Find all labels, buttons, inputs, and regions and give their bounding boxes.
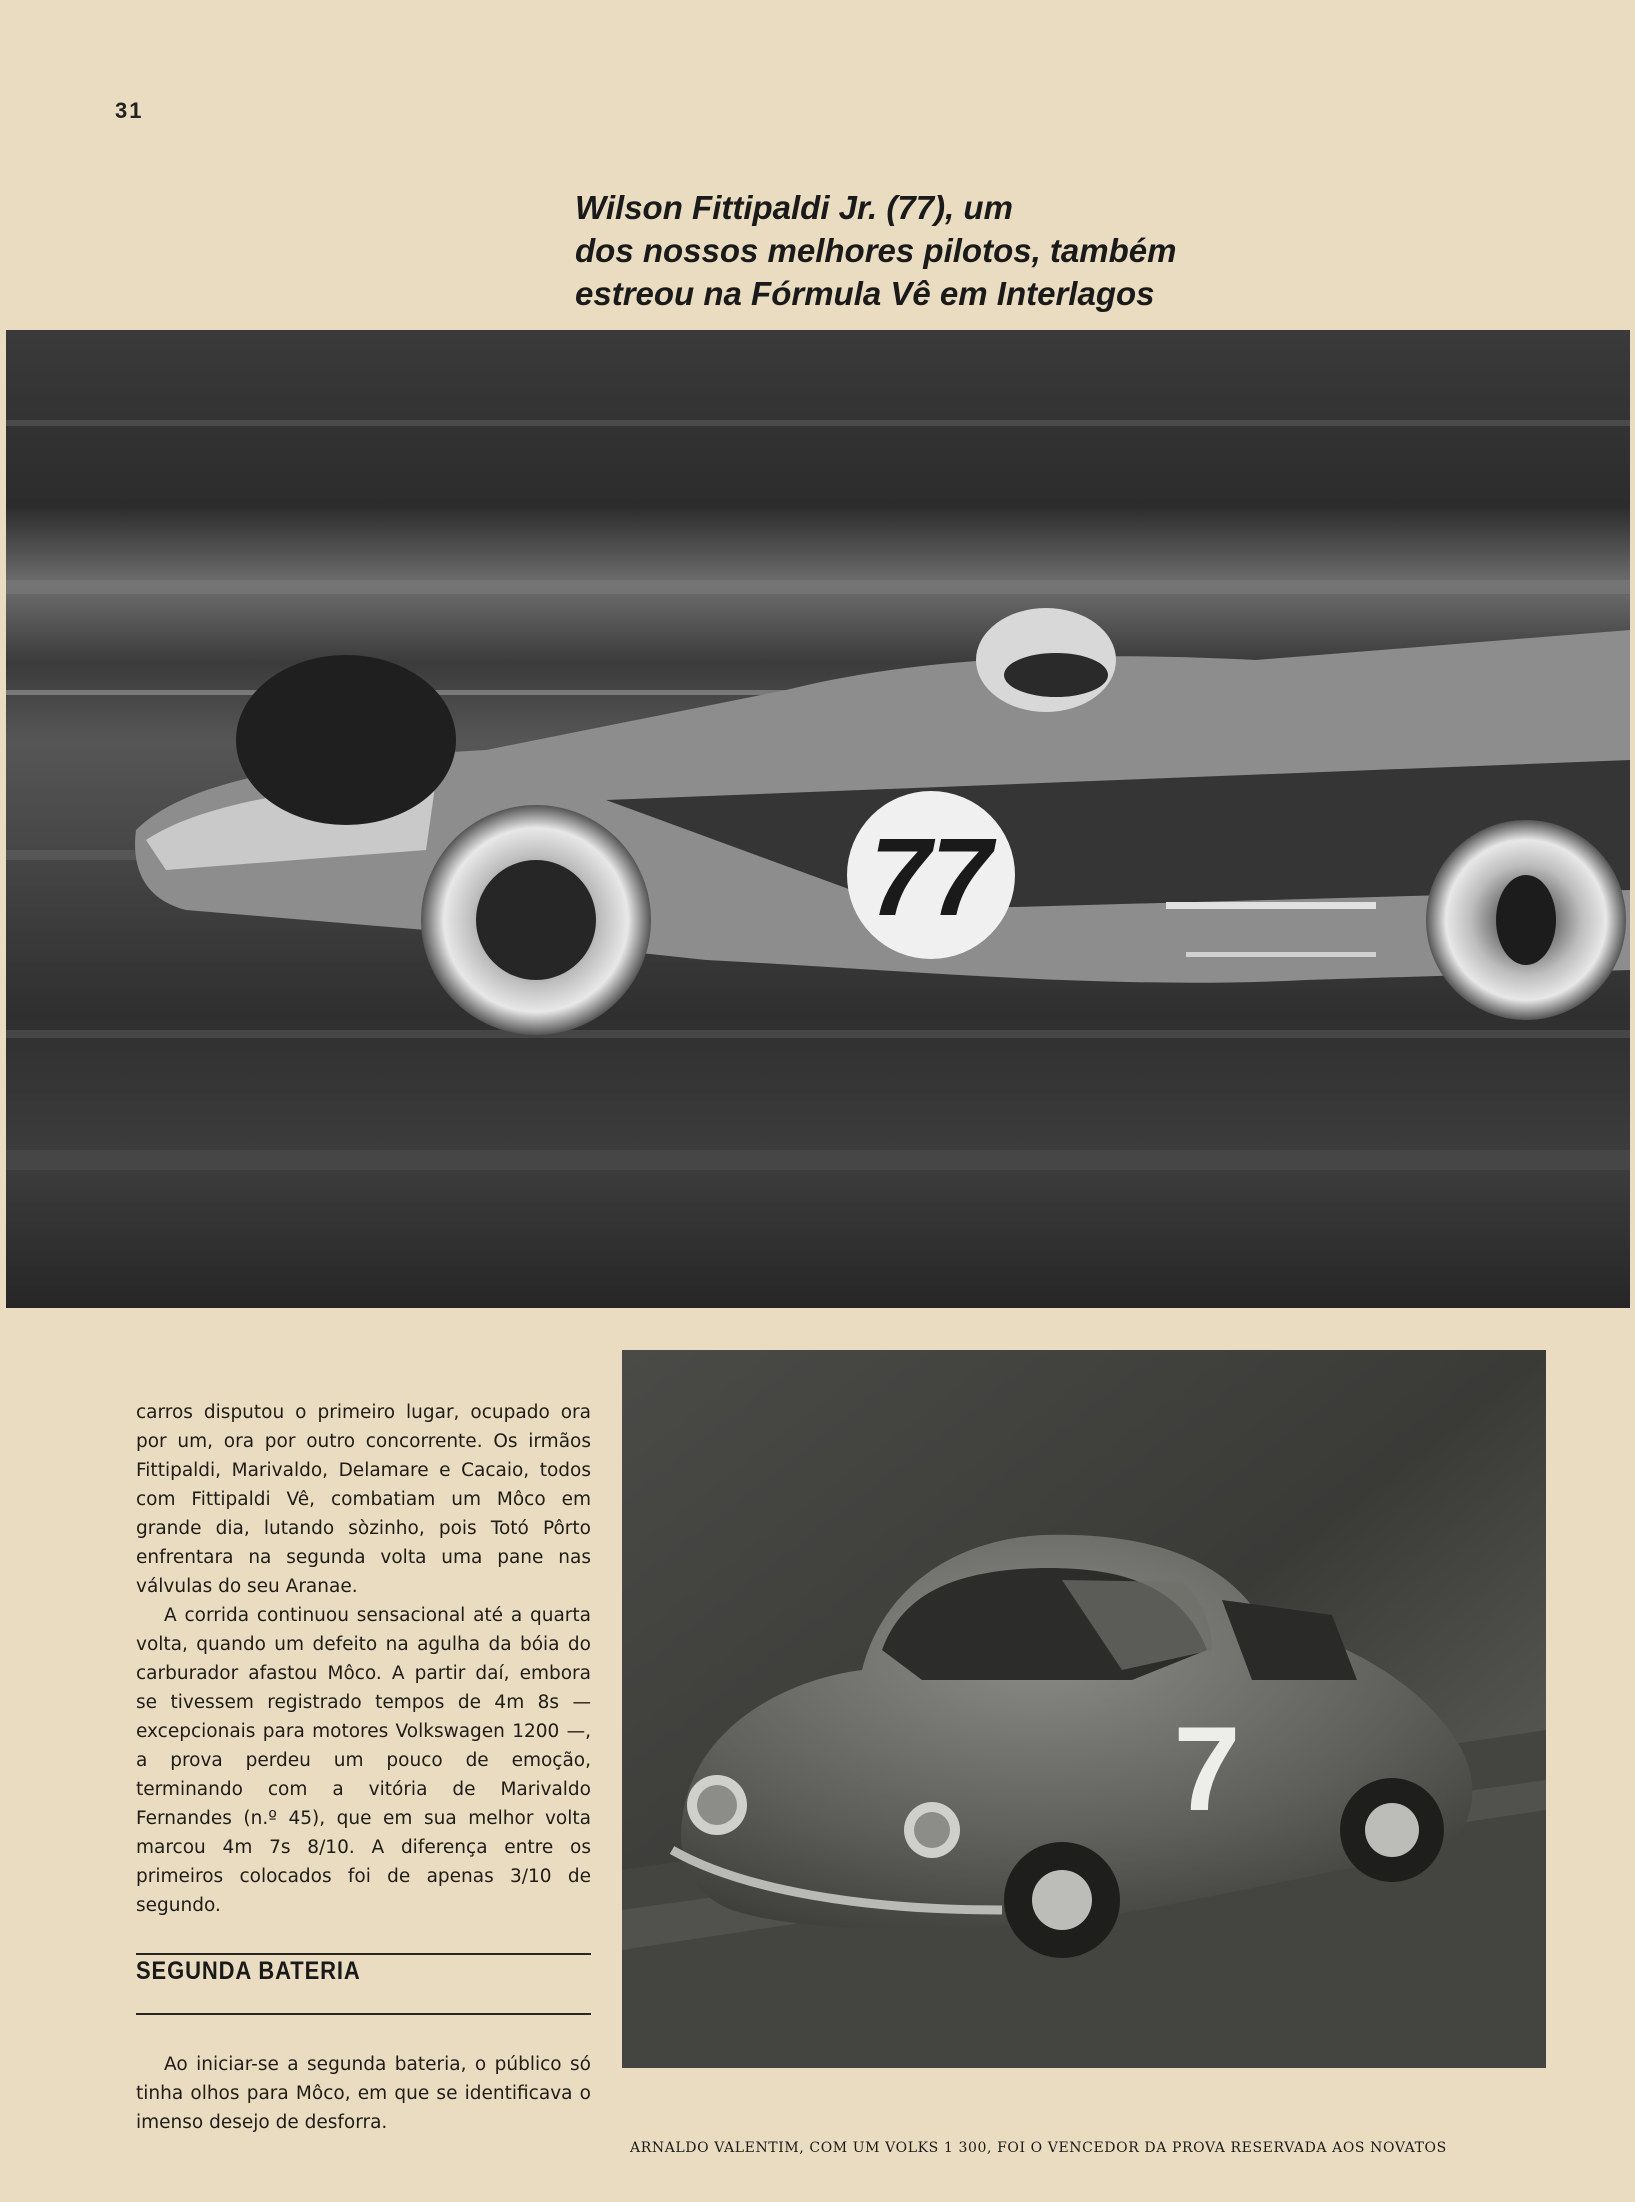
beetle-photo-caption: ARNALDO VALENTIM, COM UM VOLKS 1 300, FOI O VENCEDOR DA PROVA RESERVADA AOS NOVATOS	[630, 2140, 1447, 2156]
beetle-photo	[622, 1350, 1546, 2068]
caption-line-2: dos nossos melhores pilotos, também	[575, 232, 1177, 269]
article-paragraph-3: Ao iniciar-se a segunda bateria, o público só tinha olhos para Môco, em que se identificava o imenso desejo de desforra.	[136, 2054, 591, 2133]
article-column	[136, 1398, 591, 1920]
article-paragraph-2: A corrida continuou sensacional até a quarta volta, quando um defeito na agulha da bóia do carburador afastou Môco. A partir daí, embora se tivessem registrado tempos de 4m 8s — excepcionais para motores Volkswagen 1200 —, a prova perdeu um pouco de emoção, terminando com a vitória de Marivaldo Fernandes (n.º 45), que em sua melhor volta marcou 4m 7s 8/10. A diferença entre os primeiros colocados foi de apenas 3/10 de segundo.	[136, 1605, 591, 1916]
beetle-illustration	[622, 1350, 1546, 2068]
race-car-photo	[6, 330, 1630, 1308]
page-number: 31	[115, 98, 144, 123]
section-rule-top	[136, 1953, 591, 1955]
top-photo-caption	[575, 186, 1375, 315]
race-car-number: 77	[869, 816, 993, 939]
article-column-continued	[136, 2050, 591, 2137]
caption-line-3: estreou na Fórmula Vê em Interlagos	[575, 275, 1155, 312]
section-rule-bottom	[136, 2013, 591, 2015]
section-heading: SEGUNDA BATERIA	[136, 1957, 361, 1985]
article-paragraph-1: carros disputou o primeiro lugar, ocupado ora por um, ora por outro concorrente. Os irmãos Fittipaldi, Marivaldo, Delamare e Cacaio, todos com Fittipaldi Vê, combatiam um Môco em grande dia, lutando sòzinho, pois Totó Pôrto enfrentara na segunda volta uma pane nas válvulas do seu Aranae.	[136, 1402, 591, 1597]
race-car-illustration	[6, 330, 1630, 1308]
caption-line-1: Wilson Fittipaldi Jr. (77), um	[575, 189, 1013, 226]
beetle-car-number: 7	[1173, 1702, 1241, 1836]
